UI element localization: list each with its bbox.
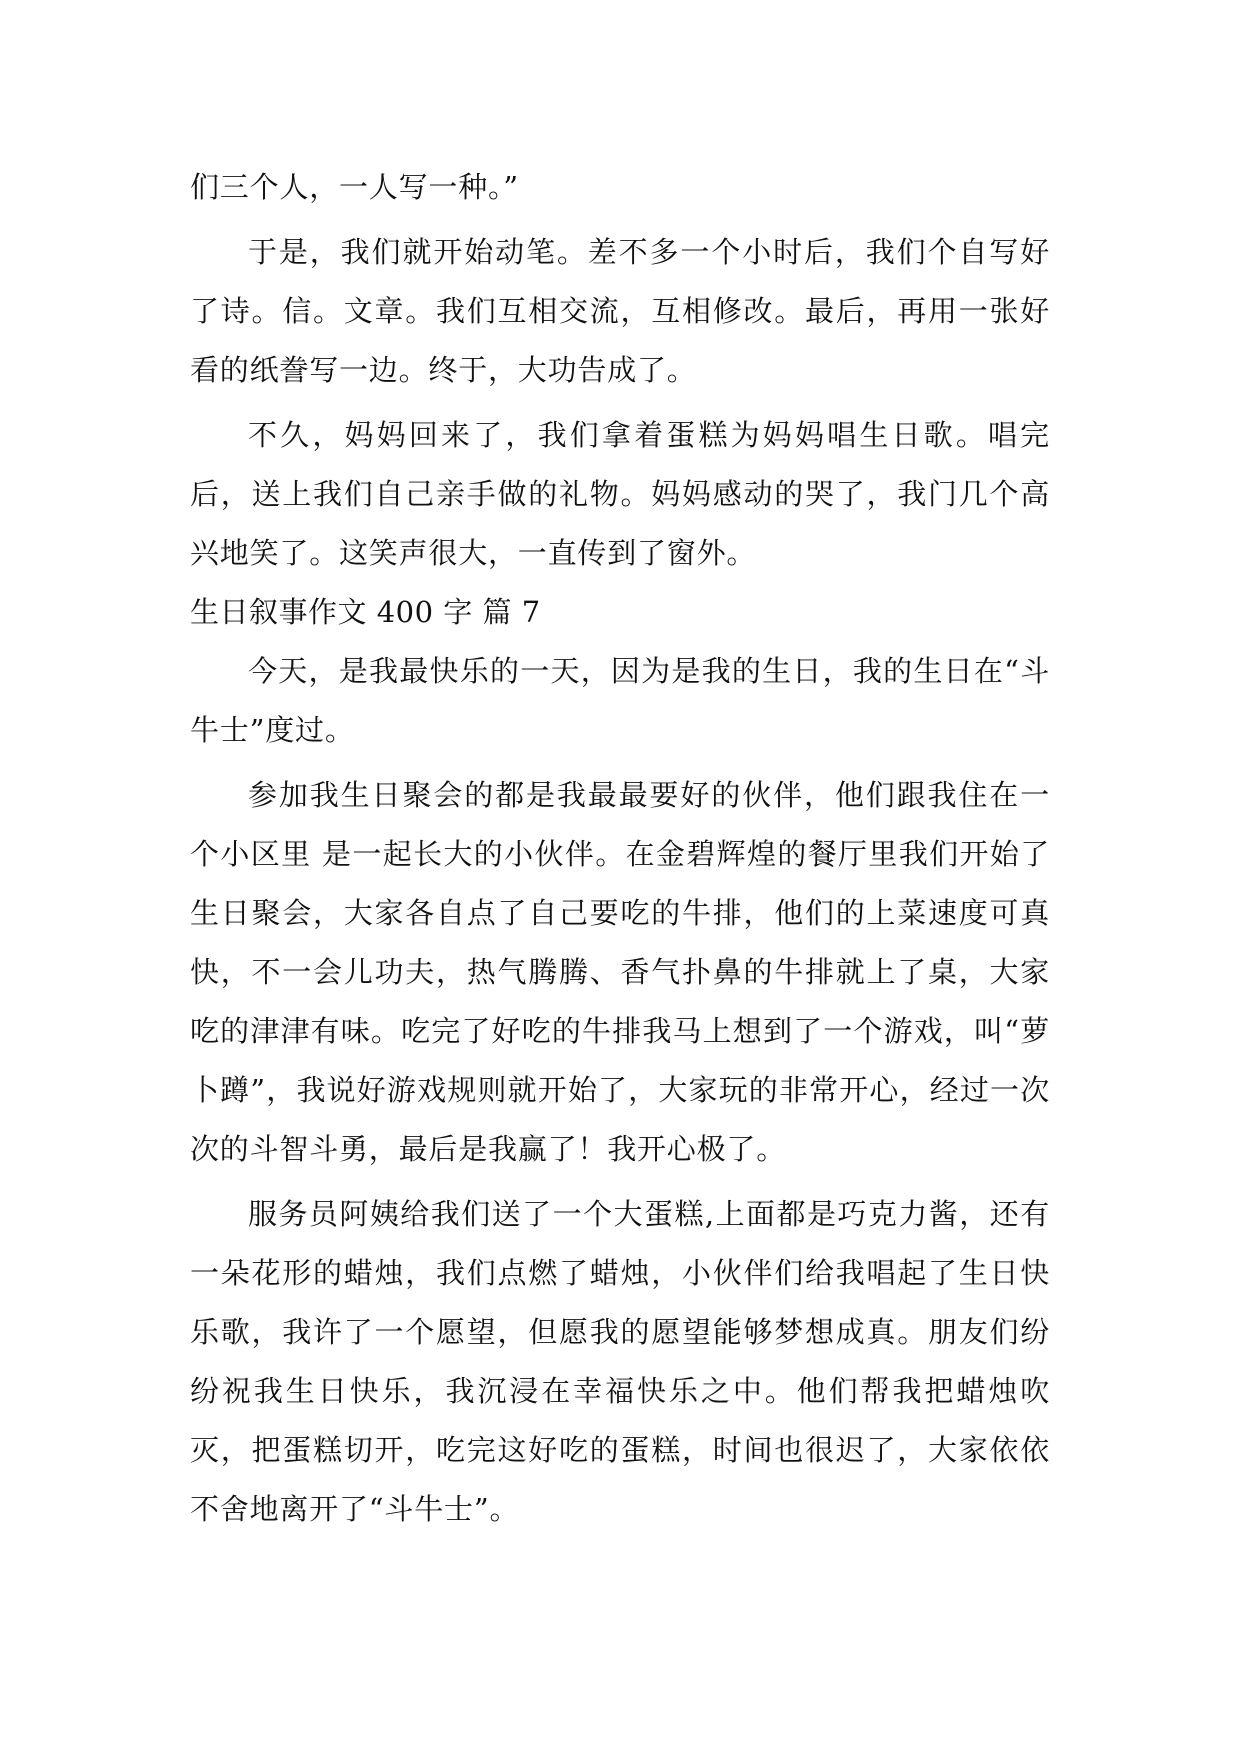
paragraph: 今天，是我最快乐的一天，因为是我的生日，我的生日在“斗牛士”度过。 xyxy=(190,654,1050,747)
section-heading: 生日叙事作文 400 字 篇 7 xyxy=(190,595,541,629)
paragraph: 参加我生日聚会的都是我最最要好的伙伴，他们跟我住在一个小区里 是一起长大的小伙伴。在金碧辉煌的餐厅里我们开始了生日聚会，大家各自点了自己要吃的牛排，他们的上菜速度可真快，不一会儿功夫，热气腾腾、香气扑鼻的牛排就上了桌，大家吃的津津有味。吃完了好吃的牛排我马上想到了一个游戏，叫“萝卜蹲”，我说好游戏规则就开始了，大家玩的非常开心，经过一次次的斗智斗勇，最后是我赢了！我开心极了。 xyxy=(190,778,1050,1166)
paragraph-continuation: 们三个人，一人写一种。” xyxy=(190,170,519,204)
paragraph: 服务员阿姨给我们送了一个大蛋糕,上面都是巧克力酱，还有一朵花形的蜡烛，我们点燃了蜡烛，小伙伴们给我唱起了生日快乐歌，我许了一个愿望，但愿我的愿望能够梦想成真。朋友们纷纷祝我生日快乐，我沉浸在幸福快乐之中。他们帮我把蜡烛吹灭，把蛋糕切开，吃完这好吃的蛋糕，时间也很迟了，大家依依不舍地离开了“斗牛士”。 xyxy=(190,1197,1050,1526)
paragraph: 于是，我们就开始动笔。差不多一个小时后，我们个自写好了诗。信。文章。我们互相交流，互相修改。最后，再用一张好看的纸誊写一边。终于，大功告成了。 xyxy=(190,235,1050,387)
paragraph: 不久，妈妈回来了，我们拿着蛋糕为妈妈唱生日歌。唱完后，送上我们自己亲手做的礼物。妈妈感动的哭了，我门几个高兴地笑了。这笑声很大，一直传到了窗外。 xyxy=(190,418,1050,570)
document-body xyxy=(190,158,1050,1539)
